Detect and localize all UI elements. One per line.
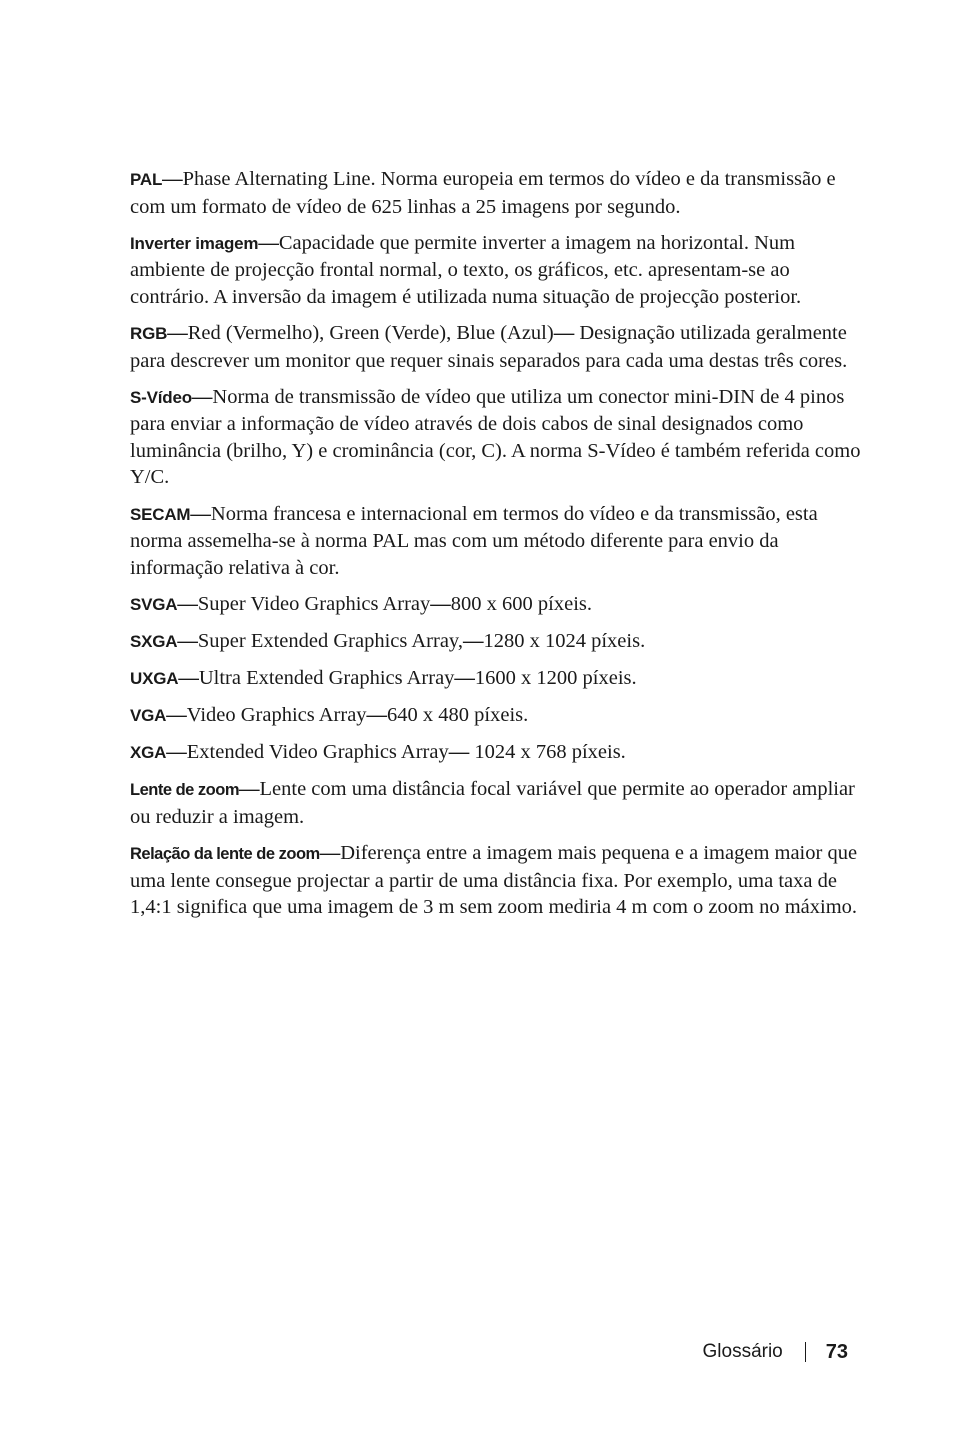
glossary-definition-continued: 640 x 480 píxeis.: [387, 704, 529, 727]
page-number: 73: [825, 1341, 848, 1363]
glossary-content: [130, 166, 868, 930]
glossary-term: SXGA: [130, 631, 178, 651]
glossary-definition: Extended Video Graphics Array: [186, 741, 449, 764]
glossary-definition: Video Graphics Array: [186, 704, 367, 727]
glossary-entry-sxga: [130, 628, 868, 656]
glossary-entry-vga: [130, 702, 868, 730]
glossary-definition-continued: Designação utilizada geralmente para descrever um monitor que requer sinais separados para cada uma destas três cores.: [130, 321, 848, 372]
em-dash: —: [430, 592, 451, 615]
em-dash: —: [319, 841, 341, 864]
em-dash: —: [462, 629, 484, 652]
glossary-term: SVGA: [130, 594, 178, 614]
glossary-term: Inverter imagem: [130, 233, 259, 253]
glossary-term: Lente de zoom: [130, 781, 240, 800]
glossary-term: RGB: [130, 323, 168, 343]
glossary-entry-rgb: [130, 320, 868, 374]
glossary-definition: Ultra Extended Graphics Array: [198, 667, 455, 689]
em-dash: —: [167, 321, 188, 344]
glossary-definition: Red (Vermelho), Green (Verde), Blue (Azul): [187, 321, 554, 344]
em-dash: —: [258, 231, 279, 254]
glossary-definition: Norma francesa e internacional em termos do vídeo e da transmissão, esta norma assemelha-se à norma PAL mas com um método diferente para envio da informação relativa à cor.: [130, 502, 818, 579]
em-dash: —: [166, 741, 187, 764]
glossary-entry-svga: [130, 591, 868, 619]
glossary-entry-xga: [130, 739, 868, 767]
em-dash: —: [178, 667, 199, 689]
glossary-definition: Diferença entre a imagem mais pequena e a imagem maior que uma lente consegue projectar a partir de uma distância fixa. Por exemplo, uma taxa de 1,4:1 significa que uma imagem de 3 m sem zoom mediria 4 m com o zoom no máximo.: [130, 841, 858, 919]
glossary-entry-secam: [130, 501, 868, 582]
footer-divider: [805, 1342, 806, 1362]
em-dash: —: [177, 629, 198, 652]
glossary-definition: Norma de transmissão de vídeo que utiliza um conector mini-DIN de 4 pinos para enviar a informação de vídeo através de dois cabos de sinal designados como luminância (brilho, Y) e crominância (cor, C). A norma S-Vídeo é também referida como Y/C.: [130, 385, 861, 489]
glossary-definition: Phase Alternating Line. Norma europeia em termos do vídeo e da transmissão e com um formato de vídeo de 625 linhas a 25 imagens por segundo.: [130, 168, 836, 218]
em-dash: —: [553, 321, 575, 344]
glossary-definition-continued: 1600 x 1200 píxeis.: [474, 667, 637, 689]
em-dash: —: [239, 778, 260, 801]
glossary-definition: Super Extended Graphics Array,: [197, 629, 463, 652]
glossary-definition-continued: 1024 x 768 píxeis.: [469, 741, 626, 764]
glossary-term: Relação da lente de zoom: [130, 844, 320, 863]
glossary-term: UXGA: [130, 669, 179, 688]
glossary-definition-continued: 1280 x 1024 píxeis.: [483, 629, 646, 652]
em-dash: —: [448, 741, 470, 764]
em-dash: —: [162, 168, 183, 190]
glossary-definition: Capacidade que permite inverter a imagem na horizontal. Num ambiente de projecção frontal normal, o texto, os gráficos, etc. apresentam-se ao contrário. A inversão da imagem é utilizada numa situação de projecção posterior.: [130, 231, 802, 308]
glossary-term: SECAM: [130, 504, 191, 524]
em-dash: —: [190, 502, 211, 525]
footer-section-title: Glossário: [702, 1341, 783, 1362]
glossary-definition-continued: 800 x 600 píxeis.: [450, 592, 592, 615]
glossary-entry-uxga: [130, 665, 868, 693]
em-dash: —: [454, 667, 475, 689]
em-dash: —: [191, 385, 213, 408]
glossary-term: PAL: [130, 170, 163, 189]
glossary-term: XGA: [130, 743, 167, 763]
glossary-entry-inverter-imagem: [130, 230, 868, 311]
glossary-entry-lente-de-zoom: [130, 776, 868, 830]
glossary-entry-s-video: [130, 384, 868, 491]
glossary-entry-pal: [130, 166, 868, 220]
em-dash: —: [177, 592, 198, 615]
glossary-definition: Super Video Graphics Array: [197, 592, 431, 615]
em-dash: —: [166, 704, 187, 727]
em-dash: —: [366, 704, 388, 727]
glossary-term: S-Vídeo: [130, 387, 192, 407]
glossary-definition: Lente com uma distância focal variável que permite ao operador ampliar ou reduzir a imagem.: [130, 778, 855, 828]
glossary-term: VGA: [130, 706, 167, 726]
glossary-entry-relacao-da-lente-de-zoom: [130, 840, 868, 921]
page-footer: [0, 1338, 848, 1366]
